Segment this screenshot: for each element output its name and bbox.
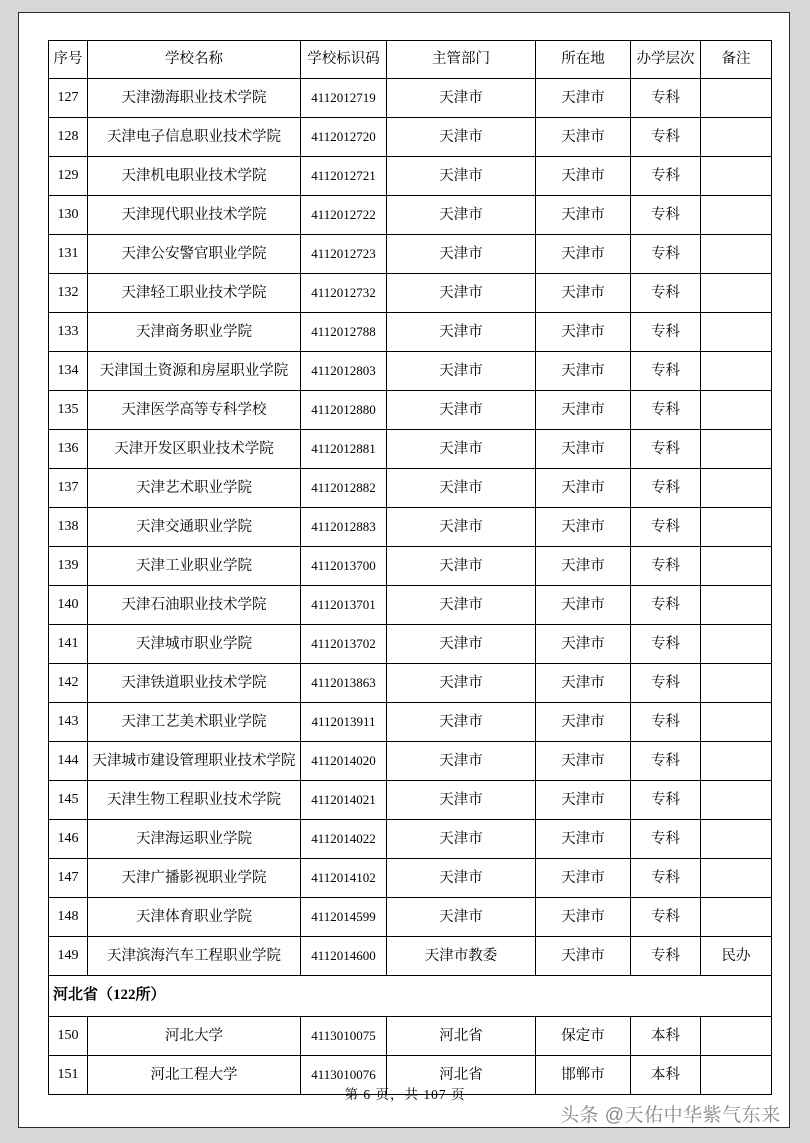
cell-level: 专科 [631,898,701,937]
cell-school-code: 4112012788 [301,313,387,352]
cell-note [701,157,772,196]
cell-authority: 天津市 [387,196,536,235]
cell-index: 145 [49,781,88,820]
cell-authority: 河北省 [387,1056,536,1095]
cell-school-code: 4112014599 [301,898,387,937]
cell-location: 天津市 [536,391,631,430]
cell-authority: 天津市 [387,664,536,703]
cell-school-name: 天津体育职业学院 [88,898,301,937]
cell-location: 天津市 [536,352,631,391]
cell-index: 131 [49,235,88,274]
cell-index: 140 [49,586,88,625]
cell-index: 144 [49,742,88,781]
cell-school-code: 4112014021 [301,781,387,820]
cell-school-name: 天津工艺美术职业学院 [88,703,301,742]
cell-authority: 天津市 [387,508,536,547]
cell-school-name: 天津工业职业学院 [88,547,301,586]
cell-index: 148 [49,898,88,937]
cell-index: 146 [49,820,88,859]
cell-note [701,79,772,118]
page-footer: 第 6 页，共 107 页 [344,1087,466,1102]
cell-index: 147 [49,859,88,898]
cell-school-code: 4112012719 [301,79,387,118]
section-title: 河北省（122所） [49,976,772,1017]
cell-index: 143 [49,703,88,742]
cell-note: 民办 [701,937,772,976]
header-row [49,41,772,79]
cell-level: 专科 [631,157,701,196]
cell-authority: 天津市 [387,586,536,625]
cell-location: 天津市 [536,703,631,742]
table-row [49,625,772,664]
cell-note [701,586,772,625]
cell-index: 139 [49,547,88,586]
cell-index: 151 [49,1056,88,1095]
document-page [18,12,790,1128]
cell-school-name: 天津现代职业技术学院 [88,196,301,235]
section-header-row [49,976,772,1017]
cell-school-code: 4112013702 [301,625,387,664]
cell-location: 天津市 [536,196,631,235]
cell-school-code: 4112014102 [301,859,387,898]
watermark: 头条 @天佑中华紫气东来 [560,1105,781,1126]
cell-school-name: 天津开发区职业技术学院 [88,430,301,469]
cell-school-name: 天津商务职业学院 [88,313,301,352]
cell-level: 专科 [631,352,701,391]
cell-authority: 天津市 [387,820,536,859]
cell-note [701,1017,772,1056]
cell-level: 专科 [631,430,701,469]
cell-index: 136 [49,430,88,469]
cell-level: 专科 [631,469,701,508]
table-row [49,352,772,391]
cell-location: 天津市 [536,898,631,937]
cell-index: 129 [49,157,88,196]
column-header-note: 备注 [701,41,772,79]
cell-index: 128 [49,118,88,157]
cell-school-code: 4112012880 [301,391,387,430]
cell-note [701,742,772,781]
cell-school-name: 天津机电职业技术学院 [88,157,301,196]
column-header-index: 序号 [49,41,88,79]
cell-school-code: 4112013911 [301,703,387,742]
table-row [49,196,772,235]
cell-location: 邯郸市 [536,1056,631,1095]
cell-authority: 河北省 [387,1017,536,1056]
table-row [49,859,772,898]
table-row [49,898,772,937]
table-row [49,79,772,118]
table-row [49,703,772,742]
cell-school-name: 天津生物工程职业技术学院 [88,781,301,820]
cell-school-code: 4112012883 [301,508,387,547]
cell-note [701,820,772,859]
cell-school-name: 天津海运职业学院 [88,820,301,859]
cell-index: 137 [49,469,88,508]
cell-note [701,196,772,235]
table-row [49,391,772,430]
cell-location: 天津市 [536,79,631,118]
cell-authority: 天津市 [387,547,536,586]
cell-school-name: 河北工程大学 [88,1056,301,1095]
column-header-school-name: 学校名称 [88,41,301,79]
cell-authority: 天津市 [387,781,536,820]
cell-authority: 天津市 [387,625,536,664]
column-header-authority: 主管部门 [387,41,536,79]
cell-school-code: 4112012803 [301,352,387,391]
cell-authority: 天津市 [387,469,536,508]
cell-school-code: 4112014022 [301,820,387,859]
table-row [49,742,772,781]
cell-level: 专科 [631,235,701,274]
cell-index: 135 [49,391,88,430]
cell-level: 专科 [631,547,701,586]
cell-school-code: 4112013701 [301,586,387,625]
table-row [49,469,772,508]
column-header-location: 所在地 [536,41,631,79]
cell-level: 专科 [631,781,701,820]
cell-school-name: 天津石油职业技术学院 [88,586,301,625]
cell-note [701,703,772,742]
table-row [49,781,772,820]
cell-authority: 天津市 [387,235,536,274]
table-row [49,274,772,313]
cell-school-name: 河北大学 [88,1017,301,1056]
cell-note [701,118,772,157]
cell-authority: 天津市 [387,274,536,313]
table-header [49,41,772,79]
cell-level: 专科 [631,586,701,625]
cell-location: 天津市 [536,157,631,196]
cell-location: 天津市 [536,859,631,898]
cell-note [701,664,772,703]
cell-note [701,508,772,547]
cell-level: 专科 [631,79,701,118]
table-row [49,547,772,586]
cell-note [701,469,772,508]
cell-school-code: 4112012720 [301,118,387,157]
cell-index: 141 [49,625,88,664]
cell-authority: 天津市 [387,313,536,352]
cell-authority: 天津市教委 [387,937,536,976]
table-row [49,664,772,703]
cell-location: 天津市 [536,118,631,157]
cell-school-code: 4112013863 [301,664,387,703]
cell-level: 专科 [631,703,701,742]
table-row [49,820,772,859]
table-row [49,1017,772,1056]
table-row [49,157,772,196]
cell-level: 专科 [631,859,701,898]
cell-authority: 天津市 [387,430,536,469]
cell-school-name: 天津艺术职业学院 [88,469,301,508]
cell-note [701,625,772,664]
cell-school-name: 天津公安警官职业学院 [88,235,301,274]
table-row [49,586,772,625]
cell-level: 专科 [631,742,701,781]
cell-school-name: 天津渤海职业技术学院 [88,79,301,118]
cell-location: 天津市 [536,508,631,547]
cell-location: 天津市 [536,469,631,508]
cell-school-code: 4112012723 [301,235,387,274]
cell-school-code: 4112012881 [301,430,387,469]
cell-location: 天津市 [536,313,631,352]
cell-location: 天津市 [536,742,631,781]
cell-location: 天津市 [536,235,631,274]
table-row [49,430,772,469]
cell-index: 138 [49,508,88,547]
cell-school-name: 天津医学高等专科学校 [88,391,301,430]
cell-school-code: 4113010076 [301,1056,387,1095]
cell-school-name: 天津国土资源和房屋职业学院 [88,352,301,391]
cell-authority: 天津市 [387,118,536,157]
cell-authority: 天津市 [387,391,536,430]
cell-school-code: 4112012721 [301,157,387,196]
cell-location: 天津市 [536,547,631,586]
cell-index: 149 [49,937,88,976]
cell-location: 天津市 [536,820,631,859]
cell-note [701,859,772,898]
table-row [49,508,772,547]
cell-location: 天津市 [536,430,631,469]
cell-school-name: 天津电子信息职业技术学院 [88,118,301,157]
cell-school-name: 天津广播影视职业学院 [88,859,301,898]
school-registry-table [48,40,772,1095]
cell-school-code: 4112014600 [301,937,387,976]
cell-school-name: 天津城市职业学院 [88,625,301,664]
cell-school-name: 天津城市建设管理职业技术学院 [88,742,301,781]
cell-school-code: 4112013700 [301,547,387,586]
table-row [49,313,772,352]
cell-school-code: 4112012732 [301,274,387,313]
cell-index: 133 [49,313,88,352]
cell-authority: 天津市 [387,352,536,391]
cell-level: 专科 [631,118,701,157]
table-container [48,40,771,1095]
cell-note [701,274,772,313]
cell-location: 天津市 [536,274,631,313]
cell-school-name: 天津滨海汽车工程职业学院 [88,937,301,976]
cell-level: 专科 [631,664,701,703]
cell-note [701,547,772,586]
column-header-level: 办学层次 [631,41,701,79]
cell-level: 专科 [631,820,701,859]
cell-location: 天津市 [536,586,631,625]
cell-note [701,391,772,430]
cell-location: 天津市 [536,625,631,664]
cell-index: 134 [49,352,88,391]
cell-authority: 天津市 [387,898,536,937]
cell-note [701,898,772,937]
cell-school-name: 天津交通职业学院 [88,508,301,547]
cell-note [701,352,772,391]
cell-location: 天津市 [536,664,631,703]
cell-index: 142 [49,664,88,703]
cell-school-code: 4113010075 [301,1017,387,1056]
cell-level: 专科 [631,508,701,547]
cell-school-code: 4112012722 [301,196,387,235]
cell-note [701,313,772,352]
cell-authority: 天津市 [387,79,536,118]
cell-index: 150 [49,1017,88,1056]
cell-level: 专科 [631,391,701,430]
cell-level: 本科 [631,1017,701,1056]
table-body [49,79,772,1095]
cell-location: 保定市 [536,1017,631,1056]
cell-school-code: 4112012882 [301,469,387,508]
table-row [49,937,772,976]
cell-level: 专科 [631,274,701,313]
cell-school-name: 天津铁道职业技术学院 [88,664,301,703]
cell-note [701,781,772,820]
cell-authority: 天津市 [387,742,536,781]
cell-school-code: 4112014020 [301,742,387,781]
cell-school-name: 天津轻工职业技术学院 [88,274,301,313]
cell-index: 130 [49,196,88,235]
cell-level: 专科 [631,937,701,976]
cell-level: 专科 [631,196,701,235]
column-header-school-code: 学校标识码 [301,41,387,79]
cell-note [701,235,772,274]
cell-location: 天津市 [536,937,631,976]
cell-level: 本科 [631,1056,701,1095]
cell-location: 天津市 [536,781,631,820]
table-row [49,235,772,274]
cell-index: 132 [49,274,88,313]
cell-authority: 天津市 [387,157,536,196]
cell-index: 127 [49,79,88,118]
cell-note [701,430,772,469]
cell-authority: 天津市 [387,859,536,898]
cell-level: 专科 [631,625,701,664]
cell-level: 专科 [631,313,701,352]
cell-authority: 天津市 [387,703,536,742]
table-row [49,118,772,157]
